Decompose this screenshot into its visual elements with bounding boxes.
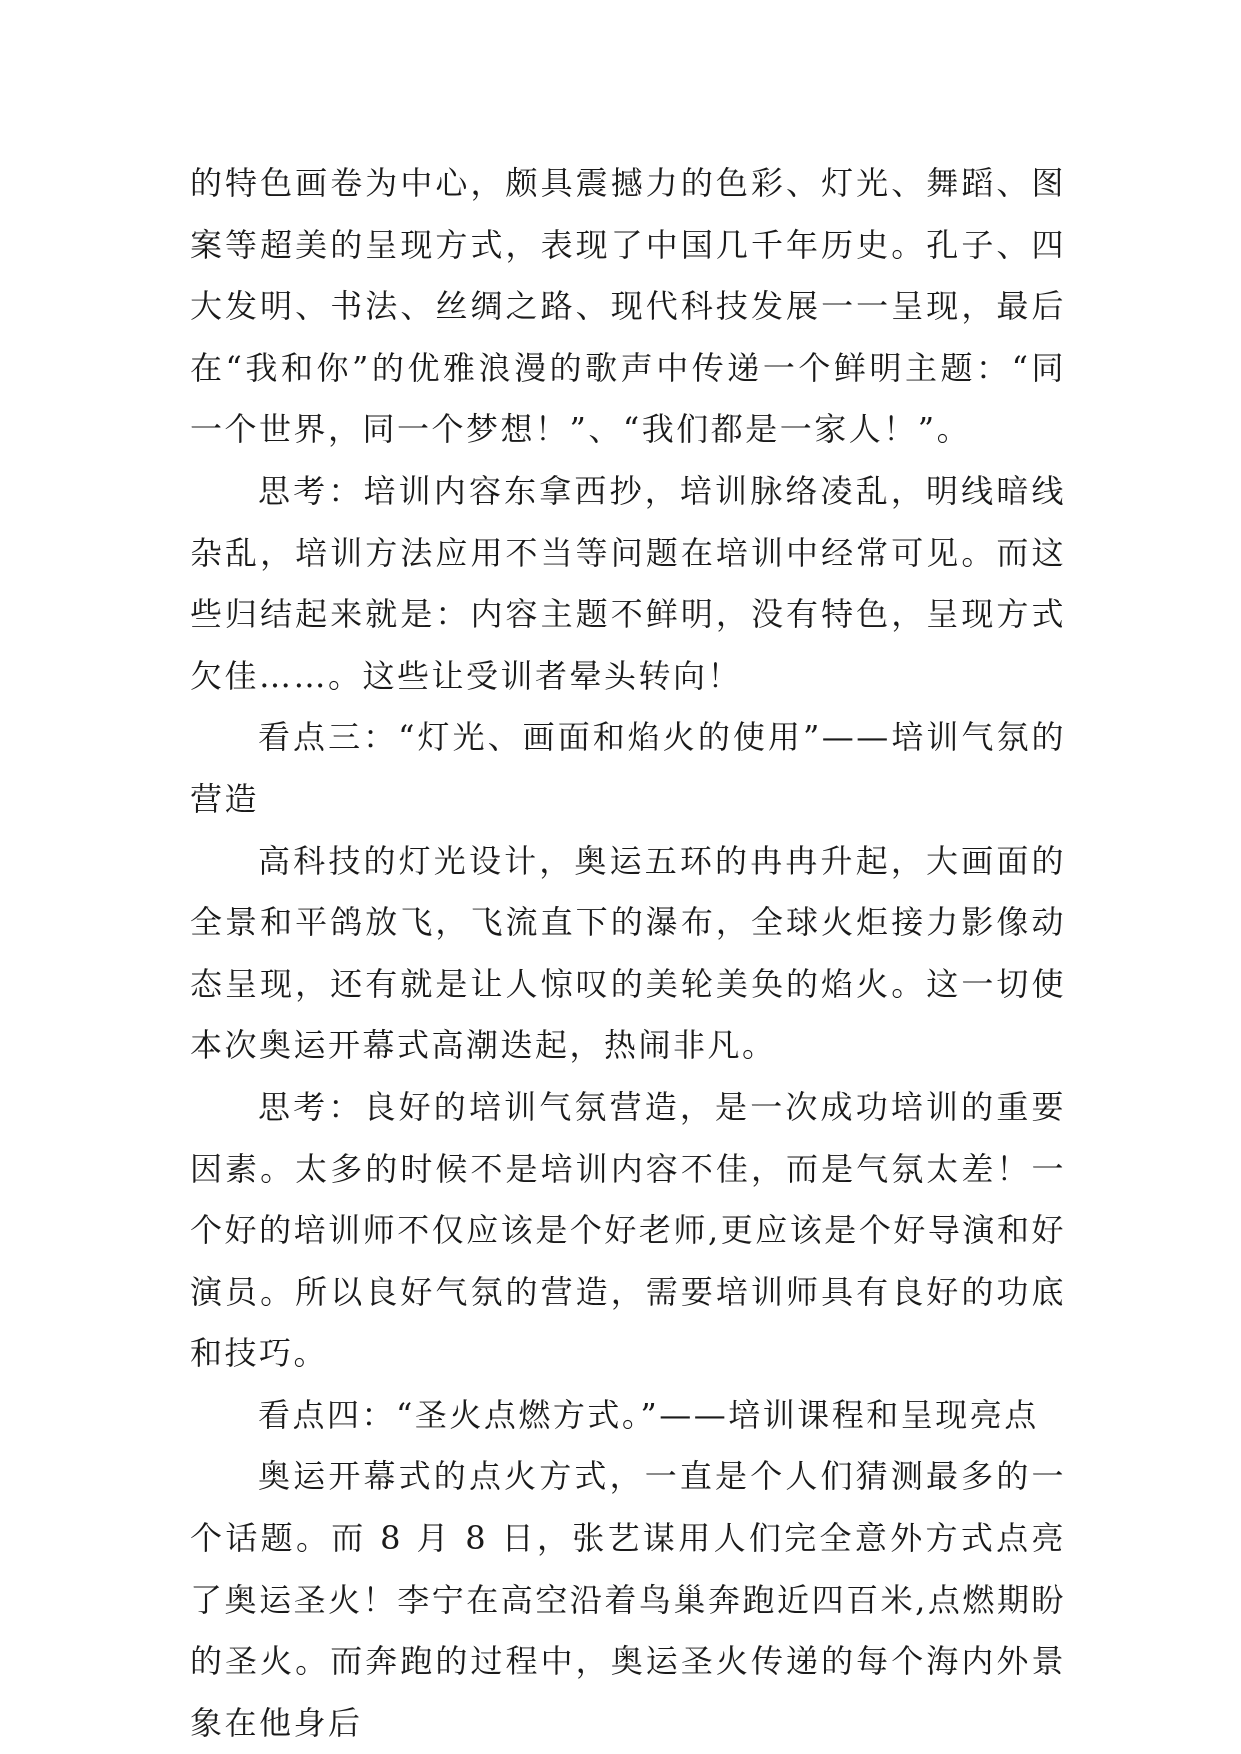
- paragraph-2: 思考：培训内容东拿西抄，培训脉络凌乱，明线暗线杂乱，培训方法应用不当等问题在培训中经常可见。而这些归结起来就是：内容主题不鲜明，没有特色，呈现方式欠佳……。这些让受训者晕头转向！: [190, 471, 1066, 695]
- heading-highlight-4: 看点四：“圣火点燃方式。”——培训课程和呈现亮点: [258, 1395, 1039, 1434]
- document-body: [190, 153, 1066, 1754]
- paragraph-7: 奥运开幕式的点火方式，一直是个人们猜测最多的一个话题。而 8 月 8 日，张艺谋用人们完全意外方式点亮了奥运圣火！李宁在高空沿着鸟巢奔跑近四百米,点燃期盼的圣火。而奔跑的过程中，奥运圣火传递的每个海内外景象在他身后: [190, 1457, 1066, 1742]
- paragraph-5: 思考：良好的培训气氛营造，是一次成功培训的重要因素。太多的时候不是培训内容不佳，而是气氛太差！一个好的培训师不仅应该是个好老师,更应该是个好导演和好演员。所以良好气氛的营造，需要培训师具有良好的功底和技巧。: [190, 1087, 1066, 1373]
- paragraph-4: 高科技的灯光设计，奥运五环的冉冉升起，大画面的全景和平鸽放飞，飞流直下的瀑布，全球火炬接力影像动态呈现，还有就是让人惊叹的美轮美奂的焰火。这一切使本次奥运开幕式高潮迭起，热闹非凡。: [190, 841, 1066, 1065]
- paragraph-1: 的特色画卷为中心，颇具震撼力的色彩、灯光、舞蹈、图案等超美的呈现方式，表现了中国几千年历史。孔子、四大发明、书法、丝绸之路、现代科技发展一一呈现，最后在“我和你”的优雅浪漫的歌声中传递一个鲜明主题：“同一个世界，同一个梦想！”、“我们都是一家人！”。: [190, 164, 1066, 449]
- heading-highlight-3: 看点三：“灯光、画面和焰火的使用”——培训气氛的营造: [190, 718, 1066, 818]
